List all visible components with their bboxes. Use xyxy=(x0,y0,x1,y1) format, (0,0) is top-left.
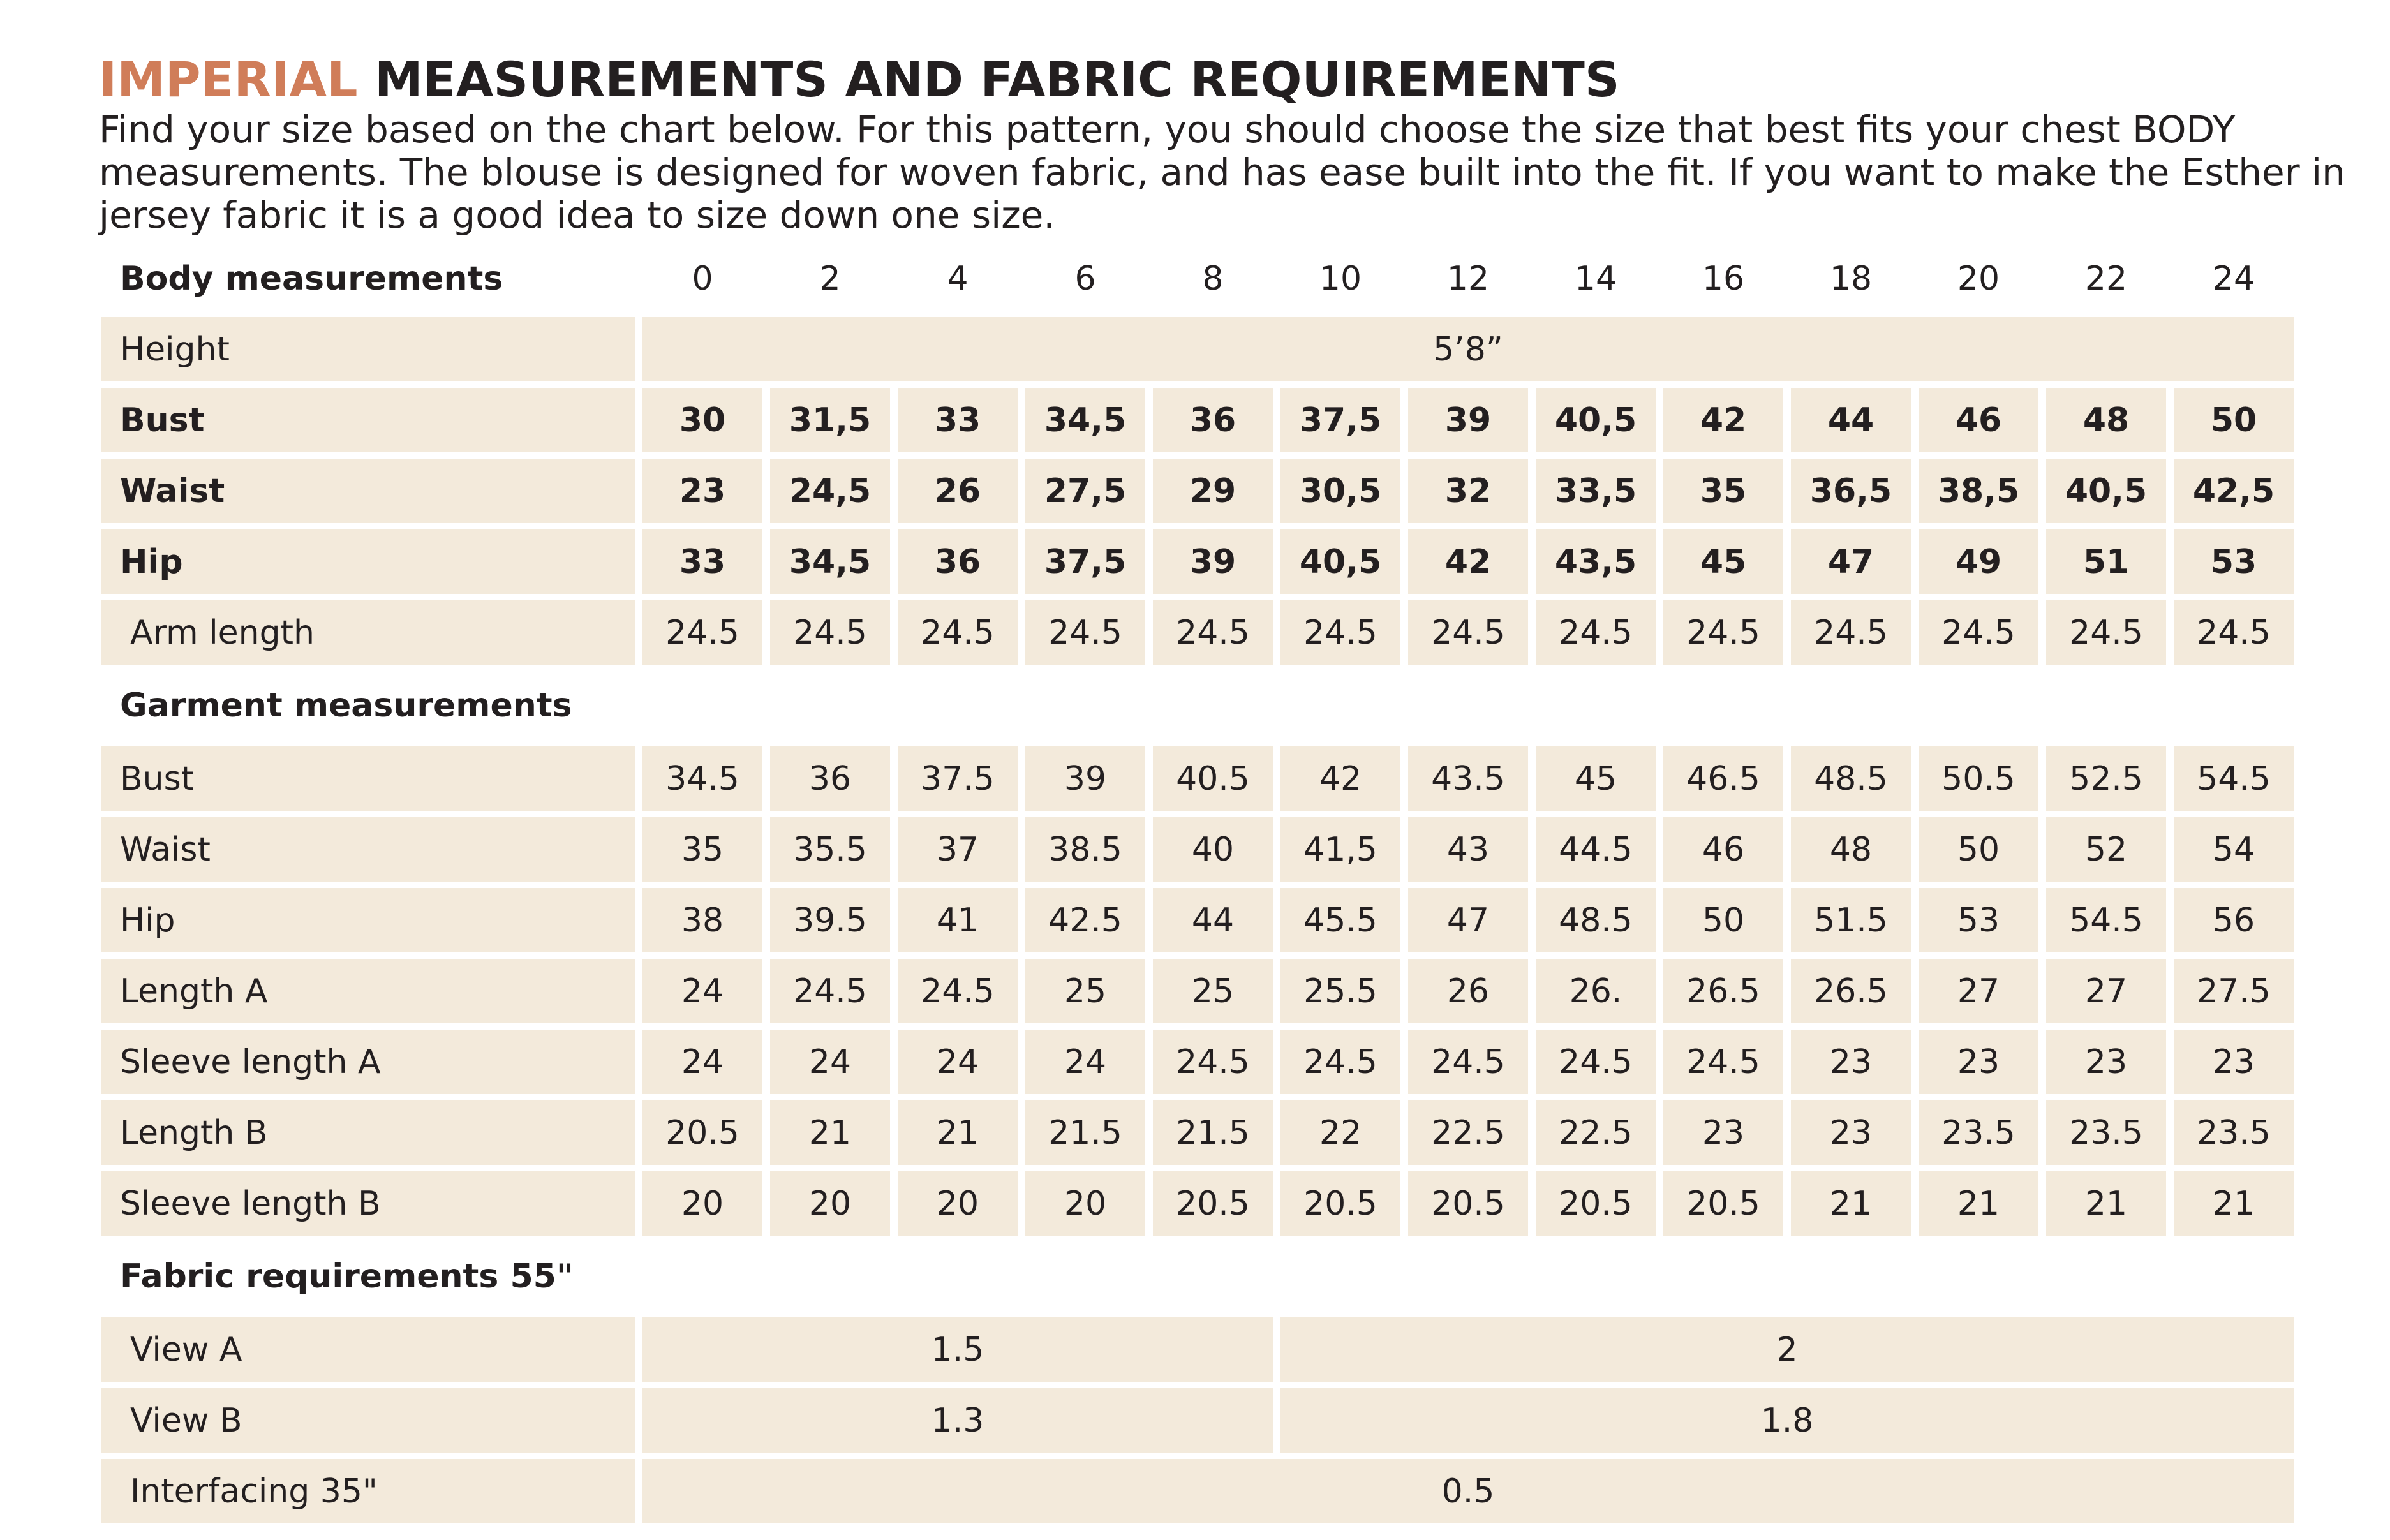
table-cell: 39.5 xyxy=(770,888,890,952)
page-header xyxy=(99,51,2345,237)
table-cell: 23.5 xyxy=(2046,1100,2166,1165)
row-label: Sleeve length B xyxy=(101,1171,635,1236)
table-cell: 24 xyxy=(642,959,762,1023)
table-cell: 23 xyxy=(1791,1030,1911,1094)
table-cell: 46 xyxy=(1919,388,2038,452)
table-cell: 23.5 xyxy=(1919,1100,2038,1165)
table-cell: 53 xyxy=(1919,888,2038,952)
size-header: 24 xyxy=(2212,259,2255,298)
table-cell: 21 xyxy=(2046,1171,2166,1236)
table-cell: 21 xyxy=(770,1100,890,1165)
table-cell: 20.5 xyxy=(1536,1171,1656,1236)
size-header: 0 xyxy=(692,259,713,298)
table-cell: 45.5 xyxy=(1280,888,1400,952)
table-cell: 24 xyxy=(642,1030,762,1094)
table-cell: 24.5 xyxy=(1153,600,1273,665)
row-label: View B xyxy=(101,1388,635,1453)
table-cell: 46.5 xyxy=(1663,746,1783,811)
table-cell: 48.5 xyxy=(1536,888,1656,952)
table-cell: 44 xyxy=(1153,888,1273,952)
table-cell: 39 xyxy=(1153,529,1273,594)
table-cell: 25 xyxy=(1025,959,1145,1023)
table-cell: 20 xyxy=(1025,1171,1145,1236)
garment-sleeve-length-b-row xyxy=(101,1171,2294,1236)
table-cell: 50 xyxy=(1663,888,1783,952)
body-hip-row xyxy=(101,529,2294,594)
size-header: 6 xyxy=(1074,259,1096,298)
row-label: Interfacing 35" xyxy=(101,1459,635,1523)
table-cell: 20 xyxy=(898,1171,1018,1236)
table-cell: 26.5 xyxy=(1663,959,1783,1023)
fabric-large-sizes-value: 1.8 xyxy=(1280,1388,2294,1453)
table-cell: 24.5 xyxy=(1025,600,1145,665)
intro-line: Find your size based on the chart below. For this pattern, you should choose the size that best fits your chest BODY xyxy=(99,108,2236,151)
table-cell: 21 xyxy=(1791,1171,1911,1236)
table-cell: 30,5 xyxy=(1280,459,1400,523)
body-bust-row xyxy=(101,388,2294,452)
table-cell: 32 xyxy=(1408,459,1528,523)
table-cell: 24.5 xyxy=(1408,1030,1528,1094)
table-cell: 22.5 xyxy=(1408,1100,1528,1165)
table-cell: 40 xyxy=(1153,817,1273,882)
size-header: 14 xyxy=(1574,259,1617,298)
table-cell: 53 xyxy=(2174,529,2294,594)
size-header: 22 xyxy=(2084,259,2128,298)
row-label: Waist xyxy=(101,459,635,523)
row-label: Waist xyxy=(101,817,635,882)
table-cell: 43.5 xyxy=(1408,746,1528,811)
row-label: Sleeve length A xyxy=(101,1030,635,1094)
table-cell: 48.5 xyxy=(1791,746,1911,811)
size-header: 12 xyxy=(1446,259,1490,298)
table-cell: 23 xyxy=(642,459,762,523)
table-cell: 20.5 xyxy=(1280,1171,1400,1236)
table-cell: 47 xyxy=(1408,888,1528,952)
table-cell: 24.5 xyxy=(642,600,762,665)
table-cell: 47 xyxy=(1791,529,1911,594)
fabric-requirements-header-row xyxy=(101,1242,2294,1311)
interfacing-value: 0.5 xyxy=(642,1459,2294,1523)
table-cell: 24.5 xyxy=(1536,600,1656,665)
table-cell: 39 xyxy=(1025,746,1145,811)
table-cell: 43,5 xyxy=(1536,529,1656,594)
garment-hip-row xyxy=(101,888,2294,952)
table-cell: 52 xyxy=(2046,817,2166,882)
table-cell: 49 xyxy=(1919,529,2038,594)
size-header: 20 xyxy=(1957,259,2000,298)
table-cell: 42.5 xyxy=(1025,888,1145,952)
table-cell: 33 xyxy=(898,388,1018,452)
interfacing-row xyxy=(101,1459,2294,1523)
table-cell: 48 xyxy=(1791,817,1911,882)
row-label: Hip xyxy=(101,888,635,952)
size-header: 18 xyxy=(1829,259,1873,298)
table-cell: 36,5 xyxy=(1791,459,1911,523)
table-cell: 44 xyxy=(1791,388,1911,452)
size-header: 4 xyxy=(947,259,969,298)
table-cell: 56 xyxy=(2174,888,2294,952)
table-cell: 43 xyxy=(1408,817,1528,882)
table-cell: 46 xyxy=(1663,817,1783,882)
table-cell: 42,5 xyxy=(2174,459,2294,523)
table-cell: 23 xyxy=(1663,1100,1783,1165)
table-cell: 23 xyxy=(1919,1030,2038,1094)
table-cell: 24 xyxy=(898,1030,1018,1094)
table-cell: 20.5 xyxy=(1663,1171,1783,1236)
table-cell: 45 xyxy=(1536,746,1656,811)
table-cell: 27.5 xyxy=(2174,959,2294,1023)
fabric-large-sizes-value: 2 xyxy=(1280,1317,2294,1382)
table-cell: 24.5 xyxy=(1280,1030,1400,1094)
table-cell: 24.5 xyxy=(2046,600,2166,665)
table-cell: 50 xyxy=(2174,388,2294,452)
table-cell: 33 xyxy=(642,529,762,594)
intro-paragraph xyxy=(99,108,2345,237)
view-b-row xyxy=(101,1388,2294,1453)
row-label: Height xyxy=(101,317,635,381)
body-measurements-header-row xyxy=(101,246,2294,311)
table-cell: 42 xyxy=(1663,388,1783,452)
row-label: Bust xyxy=(101,746,635,811)
table-cell: 26.5 xyxy=(1791,959,1911,1023)
table-cell: 40,5 xyxy=(2046,459,2166,523)
table-cell: 31,5 xyxy=(770,388,890,452)
table-cell: 20 xyxy=(642,1171,762,1236)
table-cell: 51.5 xyxy=(1791,888,1911,952)
fabric-small-sizes-value: 1.3 xyxy=(642,1388,1273,1453)
table-cell: 29 xyxy=(1153,459,1273,523)
table-cell: 40.5 xyxy=(1153,746,1273,811)
table-cell: 26 xyxy=(898,459,1018,523)
table-cell: 21 xyxy=(1919,1171,2038,1236)
fabric-small-sizes-value: 1.5 xyxy=(642,1317,1273,1382)
page-title xyxy=(99,51,2294,108)
table-cell: 34,5 xyxy=(1025,388,1145,452)
table-cell: 34,5 xyxy=(770,529,890,594)
table-cell: 52.5 xyxy=(2046,746,2166,811)
table-cell: 24.5 xyxy=(770,959,890,1023)
size-header: 10 xyxy=(1319,259,1362,298)
table-cell: 50 xyxy=(1919,817,2038,882)
intro-line: measurements. The blouse is designed for woven fabric, and has ease built into the fit. If you want to make the Esther in xyxy=(99,151,2345,194)
table-cell: 23 xyxy=(2046,1030,2166,1094)
table-cell: 27 xyxy=(1919,959,2038,1023)
table-cell: 24.5 xyxy=(1663,1030,1783,1094)
table-cell: 24,5 xyxy=(770,459,890,523)
table-cell: 23 xyxy=(1791,1100,1911,1165)
table-cell: 54.5 xyxy=(2046,888,2166,952)
table-cell: 21.5 xyxy=(1153,1100,1273,1165)
body-waist-row xyxy=(101,459,2294,523)
table-cell: 24.5 xyxy=(1280,600,1400,665)
arm-length-row xyxy=(101,600,2294,665)
size-header: 2 xyxy=(819,259,841,298)
table-cell: 25 xyxy=(1153,959,1273,1023)
table-cell: 44.5 xyxy=(1536,817,1656,882)
table-cell: 41,5 xyxy=(1280,817,1400,882)
table-cell: 34.5 xyxy=(642,746,762,811)
size-header: 8 xyxy=(1202,259,1224,298)
row-label: View A xyxy=(101,1317,635,1382)
size-header: 16 xyxy=(1702,259,1745,298)
table-cell: 22.5 xyxy=(1536,1100,1656,1165)
table-cell: 24.5 xyxy=(1663,600,1783,665)
table-cell: 24 xyxy=(770,1030,890,1094)
garment-length-b-row xyxy=(101,1100,2294,1165)
table-cell: 27,5 xyxy=(1025,459,1145,523)
table-cell: 35 xyxy=(1663,459,1783,523)
table-cell: 51 xyxy=(2046,529,2166,594)
table-cell: 22 xyxy=(1280,1100,1400,1165)
title-rest: MEASUREMENTS AND FABRIC REQUIREMENTS xyxy=(357,51,1620,108)
height-row xyxy=(101,317,2294,381)
table-cell: 20.5 xyxy=(642,1100,762,1165)
table-cell: 23 xyxy=(2174,1030,2294,1094)
table-cell: 38.5 xyxy=(1025,817,1145,882)
table-cell: 30 xyxy=(642,388,762,452)
table-cell: 37,5 xyxy=(1280,388,1400,452)
table-cell: 40,5 xyxy=(1536,388,1656,452)
table-cell: 38,5 xyxy=(1919,459,2038,523)
table-cell: 37,5 xyxy=(1025,529,1145,594)
table-cell: 24 xyxy=(1025,1030,1145,1094)
body-measurements-heading: Body measurements xyxy=(120,259,503,298)
row-label: Hip xyxy=(101,529,635,594)
garment-bust-row xyxy=(101,746,2294,811)
table-cell: 42 xyxy=(1408,529,1528,594)
table-cell: 54.5 xyxy=(2174,746,2294,811)
table-cell: 36 xyxy=(770,746,890,811)
garment-measurements-heading: Garment measurements xyxy=(120,686,572,725)
table-cell: 37.5 xyxy=(898,746,1018,811)
table-cell: 38 xyxy=(642,888,762,952)
table-cell: 45 xyxy=(1663,529,1783,594)
table-cell: 50.5 xyxy=(1919,746,2038,811)
table-cell: 21 xyxy=(898,1100,1018,1165)
table-cell: 36 xyxy=(898,529,1018,594)
title-accent: IMPERIAL xyxy=(99,51,358,108)
row-label: Bust xyxy=(101,388,635,452)
table-cell: 54 xyxy=(2174,817,2294,882)
table-cell: 24.5 xyxy=(1153,1030,1273,1094)
table-cell: 24.5 xyxy=(2174,600,2294,665)
table-cell: 36 xyxy=(1153,388,1273,452)
table-cell: 24.5 xyxy=(770,600,890,665)
table-cell: 24.5 xyxy=(898,959,1018,1023)
table-cell: 24.5 xyxy=(1408,600,1528,665)
table-cell: 20.5 xyxy=(1408,1171,1528,1236)
garment-waist-row xyxy=(101,817,2294,882)
row-label: Length A xyxy=(101,959,635,1023)
height-value: 5’8” xyxy=(642,317,2294,381)
table-cell: 26 xyxy=(1408,959,1528,1023)
garment-sleeve-length-a-row xyxy=(101,1030,2294,1094)
table-cell: 41 xyxy=(898,888,1018,952)
table-cell: 35 xyxy=(642,817,762,882)
table-cell: 23.5 xyxy=(2174,1100,2294,1165)
table-cell: 25.5 xyxy=(1280,959,1400,1023)
table-cell: 33,5 xyxy=(1536,459,1656,523)
table-cell: 27 xyxy=(2046,959,2166,1023)
garment-measurements-header-row xyxy=(101,671,2294,740)
table-cell: 20.5 xyxy=(1153,1171,1273,1236)
table-cell: 35.5 xyxy=(770,817,890,882)
table-cell: 21 xyxy=(2174,1171,2294,1236)
table-cell: 39 xyxy=(1408,388,1528,452)
garment-length-a-row xyxy=(101,959,2294,1023)
fabric-requirements-heading: Fabric requirements 55" xyxy=(120,1257,574,1296)
table-cell: 48 xyxy=(2046,388,2166,452)
table-cell: 24.5 xyxy=(1791,600,1911,665)
row-label: Arm length xyxy=(101,600,635,665)
table-cell: 37 xyxy=(898,817,1018,882)
view-a-row xyxy=(101,1317,2294,1382)
table-cell: 40,5 xyxy=(1280,529,1400,594)
table-cell: 24.5 xyxy=(898,600,1018,665)
row-label: Length B xyxy=(101,1100,635,1165)
table-cell: 26. xyxy=(1536,959,1656,1023)
size-chart-table xyxy=(93,240,2301,1530)
intro-line: jersey fabric it is a good idea to size down one size. xyxy=(99,193,1055,237)
table-cell: 24.5 xyxy=(1919,600,2038,665)
table-cell: 20 xyxy=(770,1171,890,1236)
table-cell: 42 xyxy=(1280,746,1400,811)
table-cell: 24.5 xyxy=(1536,1030,1656,1094)
table-cell: 21.5 xyxy=(1025,1100,1145,1165)
